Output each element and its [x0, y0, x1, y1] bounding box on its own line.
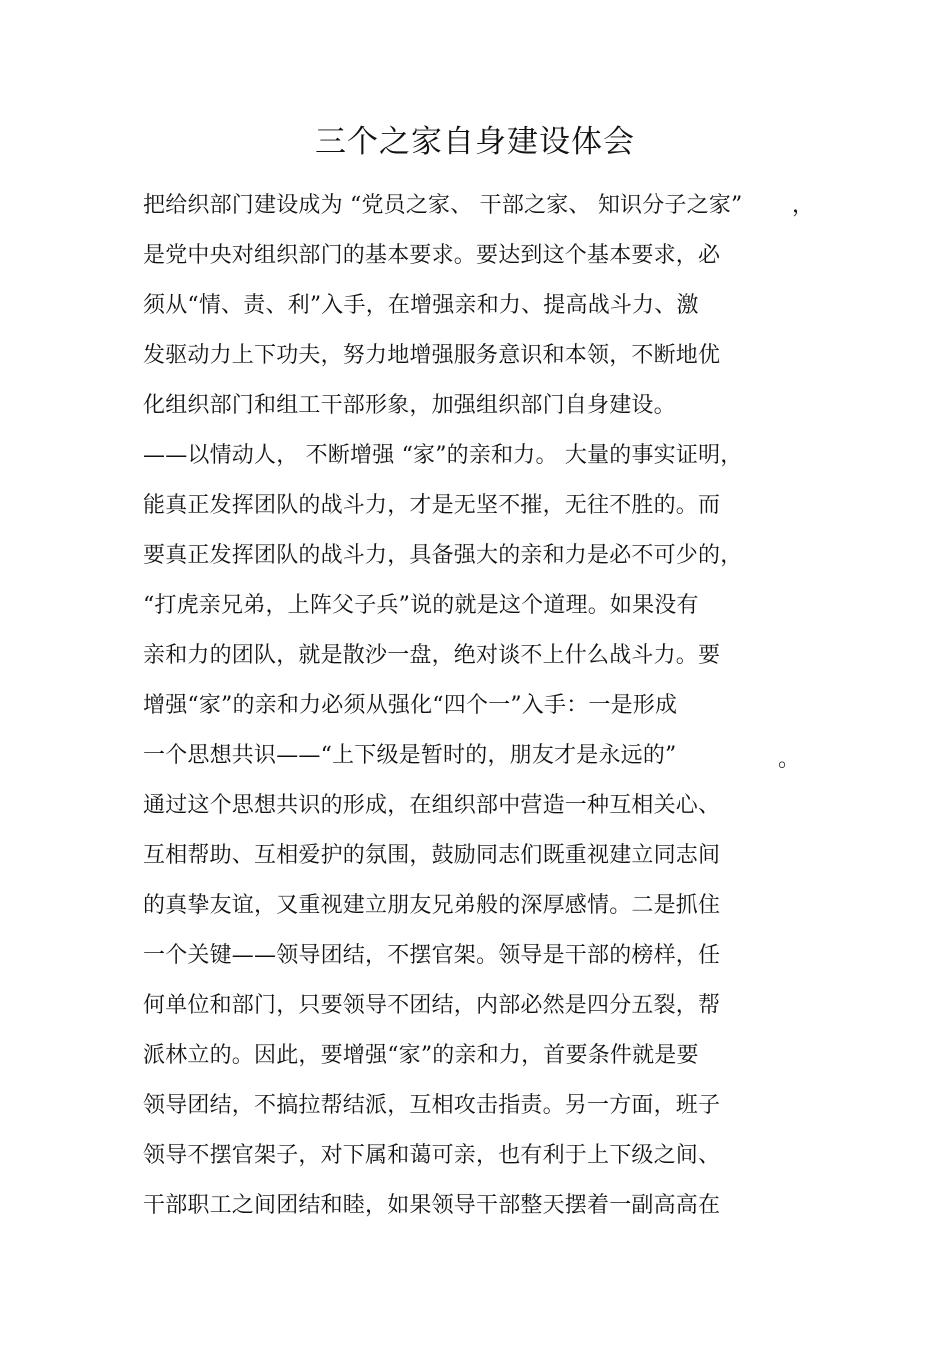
document-title: 三个之家自身建设体会 [315, 124, 635, 160]
trailing-period-line-12: 。 [778, 747, 801, 772]
body-line-8: 要真正发挥团队的战斗力，具备强大的亲和力是必不可少的， [143, 543, 743, 568]
body-line-4: 发驱动力上下功夫，努力地增强服务意识和本领，不断地优 [143, 343, 721, 368]
body-line-20: 领导不摆官架子，对下属和蔼可亲，也有利于上下级之间、 [143, 1143, 721, 1168]
body-line-21: 干部职工之间团结和睦，如果领导干部整天摆着一副高高在 [143, 1193, 721, 1218]
body-line-2: 是党中央对组织部门的基本要求。要达到这个基本要求，必 [143, 243, 721, 268]
body-line-1: 把给织部门建设成为 “党员之家、 干部之家、 知识分子之家” [143, 193, 743, 218]
body-line-9: “打虎亲兄弟，上阵父子兵”说的就是这个道理。如果没有 [143, 593, 699, 618]
body-line-14: 互相帮助、互相爱护的氛围，鼓励同志们既重视建立同志间 [143, 843, 721, 868]
body-line-13: 通过这个思想共识的形成，在组织部中营造一种互相关心、 [143, 793, 721, 818]
body-line-6: ——以情动人， 不断增强 “家”的亲和力。 大量的事实证明， [143, 443, 743, 468]
trailing-comma-line-1: ， [792, 193, 815, 218]
body-line-18: 派林立的。因此，要增强“家”的亲和力，首要条件就是要 [143, 1043, 699, 1068]
body-line-16: 一个关键——领导团结，不摆官架。领导是干部的榜样，任 [143, 943, 721, 968]
body-line-19: 领导团结，不搞拉帮结派，互相攻击指责。另一方面，班子 [143, 1093, 721, 1118]
body-line-15: 的真挚友谊，又重视建立朋友兄弟般的深厚感情。二是抓住 [143, 893, 721, 918]
body-line-12: 一个思想共识——“上下级是暂时的，朋友才是永远的” [143, 743, 677, 768]
body-line-7: 能真正发挥团队的战斗力，才是无坚不摧，无往不胜的。而 [143, 493, 721, 518]
body-line-10: 亲和力的团队，就是散沙一盘，绝对谈不上什么战斗力。要 [143, 643, 721, 668]
body-line-17: 何单位和部门，只要领导不团结，内部必然是四分五裂，帮 [143, 993, 721, 1018]
body-line-5: 化组织部门和组工干部形象，加强组织部门自身建设。 [143, 393, 676, 418]
body-line-11: 增强“家”的亲和力必须从强化“四个一”入手：一是形成 [143, 693, 678, 718]
body-line-3: 须从“情、责、利”入手，在增强亲和力、提高战斗力、激 [143, 293, 699, 318]
